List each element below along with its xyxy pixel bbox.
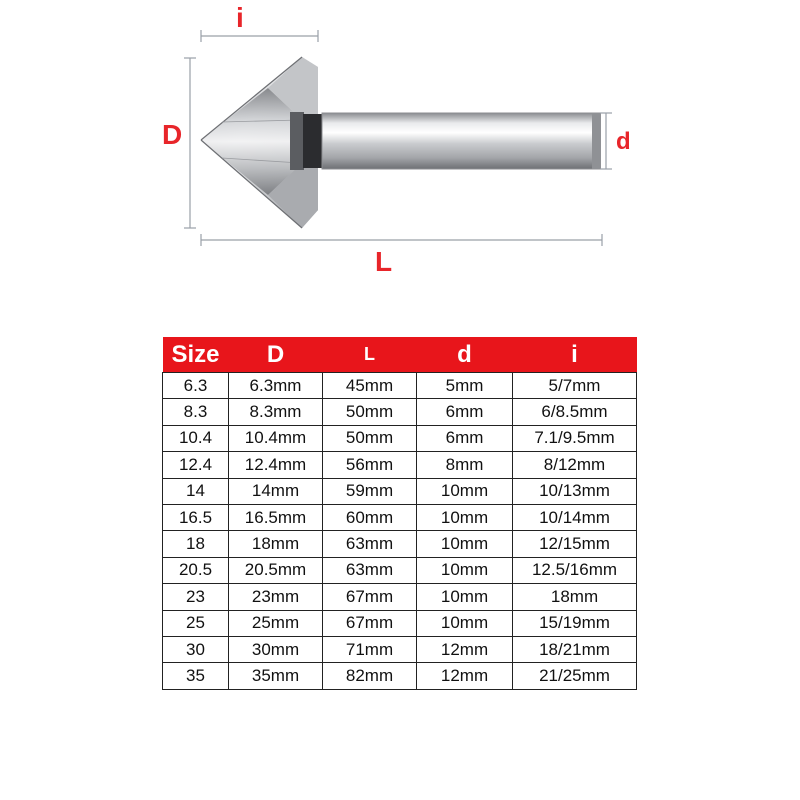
- cell-i: 15/19mm: [513, 610, 637, 636]
- cell-size: 30: [163, 636, 229, 662]
- table-row: [163, 452, 637, 478]
- cell-i: 12.5/16mm: [513, 557, 637, 583]
- cell-L: 82mm: [323, 663, 417, 689]
- header-i: i: [513, 337, 637, 373]
- cell-D: 20.5mm: [229, 557, 323, 583]
- table-row: [163, 478, 637, 504]
- cell-D: 6.3mm: [229, 373, 323, 399]
- table-row: [163, 663, 637, 689]
- cell-D: 23mm: [229, 584, 323, 610]
- cell-i: 10/14mm: [513, 504, 637, 530]
- table-header-row: [163, 337, 637, 373]
- cell-D: 12.4mm: [229, 452, 323, 478]
- cell-L: 60mm: [323, 504, 417, 530]
- countersink-bit-drawing: [0, 0, 800, 300]
- table-row: [163, 425, 637, 451]
- cell-L: 67mm: [323, 610, 417, 636]
- cell-size: 10.4: [163, 425, 229, 451]
- cell-size: 14: [163, 478, 229, 504]
- table-row: [163, 610, 637, 636]
- cell-d: 10mm: [417, 557, 513, 583]
- cell-i: 18mm: [513, 584, 637, 610]
- table-row: [163, 504, 637, 530]
- countersink-diagram: [0, 0, 800, 300]
- size-spec-table: [162, 337, 637, 690]
- dim-label-L: L: [375, 246, 393, 277]
- cell-D: 25mm: [229, 610, 323, 636]
- shank: [322, 113, 601, 169]
- cell-L: 63mm: [323, 557, 417, 583]
- cell-D: 8.3mm: [229, 399, 323, 425]
- table-row: [163, 399, 637, 425]
- dim-label-i: i: [236, 2, 244, 33]
- cell-L: 59mm: [323, 478, 417, 504]
- cell-L: 67mm: [323, 584, 417, 610]
- cell-d: 6mm: [417, 399, 513, 425]
- cell-L: 71mm: [323, 636, 417, 662]
- cell-size: 35: [163, 663, 229, 689]
- cell-i: 6/8.5mm: [513, 399, 637, 425]
- cell-D: 16.5mm: [229, 504, 323, 530]
- table-row: [163, 557, 637, 583]
- cell-D: 14mm: [229, 478, 323, 504]
- cell-L: 50mm: [323, 399, 417, 425]
- cell-D: 10.4mm: [229, 425, 323, 451]
- cell-i: 7.1/9.5mm: [513, 425, 637, 451]
- cell-size: 25: [163, 610, 229, 636]
- header-D: D: [229, 337, 323, 373]
- cell-d: 10mm: [417, 584, 513, 610]
- cell-i: 21/25mm: [513, 663, 637, 689]
- cell-d: 12mm: [417, 636, 513, 662]
- cell-size: 8.3: [163, 399, 229, 425]
- cell-d: 10mm: [417, 504, 513, 530]
- cell-d: 10mm: [417, 610, 513, 636]
- cell-size: 6.3: [163, 373, 229, 399]
- cell-L: 50mm: [323, 425, 417, 451]
- cell-size: 23: [163, 584, 229, 610]
- cell-d: 6mm: [417, 425, 513, 451]
- cell-L: 63mm: [323, 531, 417, 557]
- header-size: Size: [163, 337, 229, 373]
- cell-D: 18mm: [229, 531, 323, 557]
- header-d: d: [417, 337, 513, 373]
- cell-i: 18/21mm: [513, 636, 637, 662]
- cell-D: 35mm: [229, 663, 323, 689]
- cell-L: 45mm: [323, 373, 417, 399]
- cell-size: 16.5: [163, 504, 229, 530]
- table-row: [163, 584, 637, 610]
- cell-i: 12/15mm: [513, 531, 637, 557]
- cell-d: 12mm: [417, 663, 513, 689]
- cell-i: 8/12mm: [513, 452, 637, 478]
- dim-label-D: D: [162, 119, 183, 150]
- cell-size: 18: [163, 531, 229, 557]
- cell-d: 10mm: [417, 478, 513, 504]
- table-row: [163, 636, 637, 662]
- cell-L: 56mm: [323, 452, 417, 478]
- dim-label-d: d: [616, 128, 631, 155]
- cell-d: 10mm: [417, 531, 513, 557]
- cell-D: 30mm: [229, 636, 323, 662]
- table-row: [163, 531, 637, 557]
- cell-d: 8mm: [417, 452, 513, 478]
- cell-size: 12.4: [163, 452, 229, 478]
- cell-d: 5mm: [417, 373, 513, 399]
- header-L: L: [323, 337, 417, 373]
- cell-i: 5/7mm: [513, 373, 637, 399]
- cell-size: 20.5: [163, 557, 229, 583]
- cutting-head: [201, 57, 323, 228]
- table-row: [163, 373, 637, 399]
- cell-i: 10/13mm: [513, 478, 637, 504]
